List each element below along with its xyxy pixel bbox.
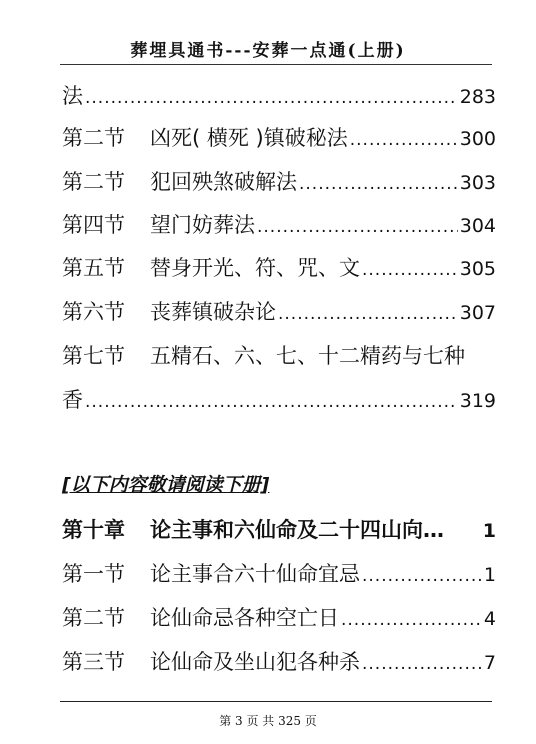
toc-entry-title: 五精石、六、七、十二精药与七种	[150, 344, 465, 368]
toc-entry-page: 7	[483, 652, 496, 674]
toc-leader	[362, 566, 482, 586]
toc-entry	[62, 558, 496, 588]
toc-leader	[350, 130, 458, 150]
toc-leader	[85, 392, 458, 412]
header-divider	[60, 64, 492, 65]
toc-entry-page: 319	[459, 390, 496, 412]
toc-entry-title: 论主事和六仙命及二十四山向…	[150, 518, 444, 542]
lower-volume-note: [以下内容敬请阅读下册]	[62, 474, 270, 496]
toc-entry-title: 犯回殃煞破解法	[150, 170, 297, 194]
toc-entry-number: 第二节	[62, 170, 125, 194]
toc-entry-page: 1	[482, 520, 496, 542]
toc-entry	[62, 80, 496, 110]
toc-entry-number: 第二节	[62, 606, 125, 630]
toc-leader	[341, 610, 482, 630]
toc-entry-number: 第三节	[62, 650, 125, 674]
toc-leader	[257, 217, 458, 237]
toc-entry-title: 香	[62, 388, 83, 412]
toc-entry-page: 283	[459, 86, 496, 108]
toc-entry-number: 第二节	[62, 126, 125, 150]
toc-entry	[62, 384, 496, 414]
toc-entry-title: 法	[62, 84, 83, 108]
toc-entry-number: 第四节	[62, 213, 125, 237]
toc-entry	[62, 252, 496, 282]
toc-leader	[362, 260, 458, 280]
toc-entry	[62, 209, 496, 239]
toc-entry-page: 4	[483, 608, 496, 630]
toc-entry-page: 307	[459, 302, 496, 324]
toc-leader	[278, 304, 458, 324]
toc-entry-page: 304	[459, 215, 496, 237]
toc-entry-page: 300	[459, 128, 496, 150]
toc-entry-title: 望门妨葬法	[150, 213, 255, 237]
footer-divider	[60, 701, 492, 702]
toc-leader	[299, 174, 458, 194]
toc-entry-title: 论主事合六十仙命宜忌	[150, 562, 360, 586]
toc-entry-title: 替身开光、符、咒、文	[150, 256, 360, 280]
toc-entry	[62, 296, 496, 326]
toc-entry	[62, 166, 496, 196]
toc-entry-page: 305	[459, 258, 496, 280]
toc-entry-title: 论仙命忌各种空亡日	[150, 606, 339, 630]
toc-entry-page: 303	[459, 172, 496, 194]
toc-chapter	[62, 514, 496, 544]
toc-leader	[362, 654, 482, 674]
toc-leader	[85, 88, 458, 108]
toc-entry-number: 第一节	[62, 562, 125, 586]
toc-entry	[62, 122, 496, 152]
toc-entry	[62, 340, 496, 370]
toc-entry-title: 论仙命及坐山犯各种杀	[150, 650, 360, 674]
toc-entry-number: 第七节	[62, 344, 125, 368]
toc-entry	[62, 646, 496, 676]
page-footer: 第 3 页 共 325 页	[219, 714, 317, 728]
document-header: 葬埋具通书---安葬一点通(上册)	[130, 41, 406, 61]
toc-entry-title: 丧葬镇破杂论	[150, 300, 276, 324]
toc-entry	[62, 602, 496, 632]
toc-entry-page: 1	[483, 564, 496, 586]
toc-entry-number: 第十章	[62, 518, 125, 542]
toc-entry-number: 第六节	[62, 300, 125, 324]
toc-entry-number: 第五节	[62, 256, 125, 280]
toc-entry-title: 凶死( 横死 )镇破秘法	[150, 126, 348, 150]
